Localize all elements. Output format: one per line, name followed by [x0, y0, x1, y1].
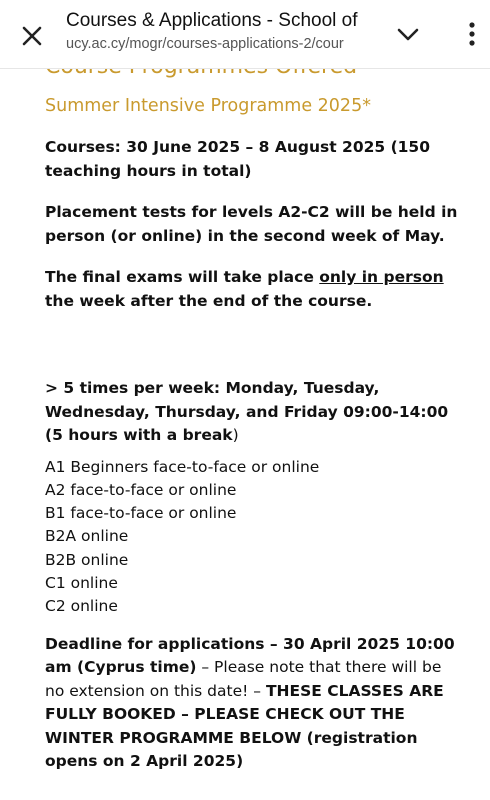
schedule-text: > 5 times per week: Monday, Tuesday, Wednesday, Thursday, and Friday 09:00-14:00 (5 hours with a break — [45, 379, 449, 444]
levels-list — [45, 456, 465, 619]
expand-button[interactable] — [394, 20, 422, 48]
page-title: Courses & Applications - School of — [66, 10, 358, 31]
deadline-info — [45, 633, 465, 774]
close-icon — [14, 18, 50, 54]
final-exams-text: The final exams will take place — [45, 268, 320, 286]
placement-info: Placement tests for levels A2-C2 will be held in person (or online) in the second week of May. — [45, 203, 458, 245]
list-item: C1 online — [45, 573, 118, 592]
list-item: C2 online — [45, 597, 118, 616]
list-item: B1 face-to-face or online — [45, 504, 237, 523]
list-item: A1 Beginners face-to-face or online — [45, 457, 320, 476]
page-url[interactable]: ucy.ac.cy/mogr/courses-applications-2/cour — [66, 36, 344, 52]
final-exams-info — [45, 266, 465, 313]
list-item: B2A online — [45, 527, 129, 546]
schedule-info — [45, 377, 465, 448]
article — [45, 52, 465, 774]
deadline-note: – Please note that there will be no extension on this date! – — [45, 658, 442, 700]
courses-dates: Courses: 30 June 2025 – 8 August 2025 (150 teaching hours in total) — [45, 138, 431, 180]
list-item: A2 face-to-face or online — [45, 480, 237, 499]
more-vert-icon — [462, 18, 482, 50]
close-button[interactable] — [14, 18, 50, 54]
programme-heading: Summer Intensive Programme 2025* — [45, 96, 371, 116]
deadline-date: Deadline for applications – 30 April 2025 10:00 am (Cyprus time) — [45, 634, 455, 677]
deadline-notice: THESE CLASSES ARE FULLY BOOKED – PLEASE CHECK OUT THE WINTER PROGRAMME BELOW (registration opens on 2 April 2025) — [45, 681, 444, 771]
chevron-down-icon — [394, 20, 422, 48]
list-item: B2B online — [45, 550, 129, 569]
schedule-close-paren: ) — [232, 426, 239, 444]
title-block — [66, 9, 376, 55]
final-exams-text-end: the week after the end of the course. — [45, 291, 373, 310]
browser-top-bar — [0, 0, 490, 69]
overflow-menu-button[interactable] — [462, 18, 482, 50]
final-exams-emphasis: only in person — [319, 268, 444, 286]
page-content — [0, 68, 490, 800]
